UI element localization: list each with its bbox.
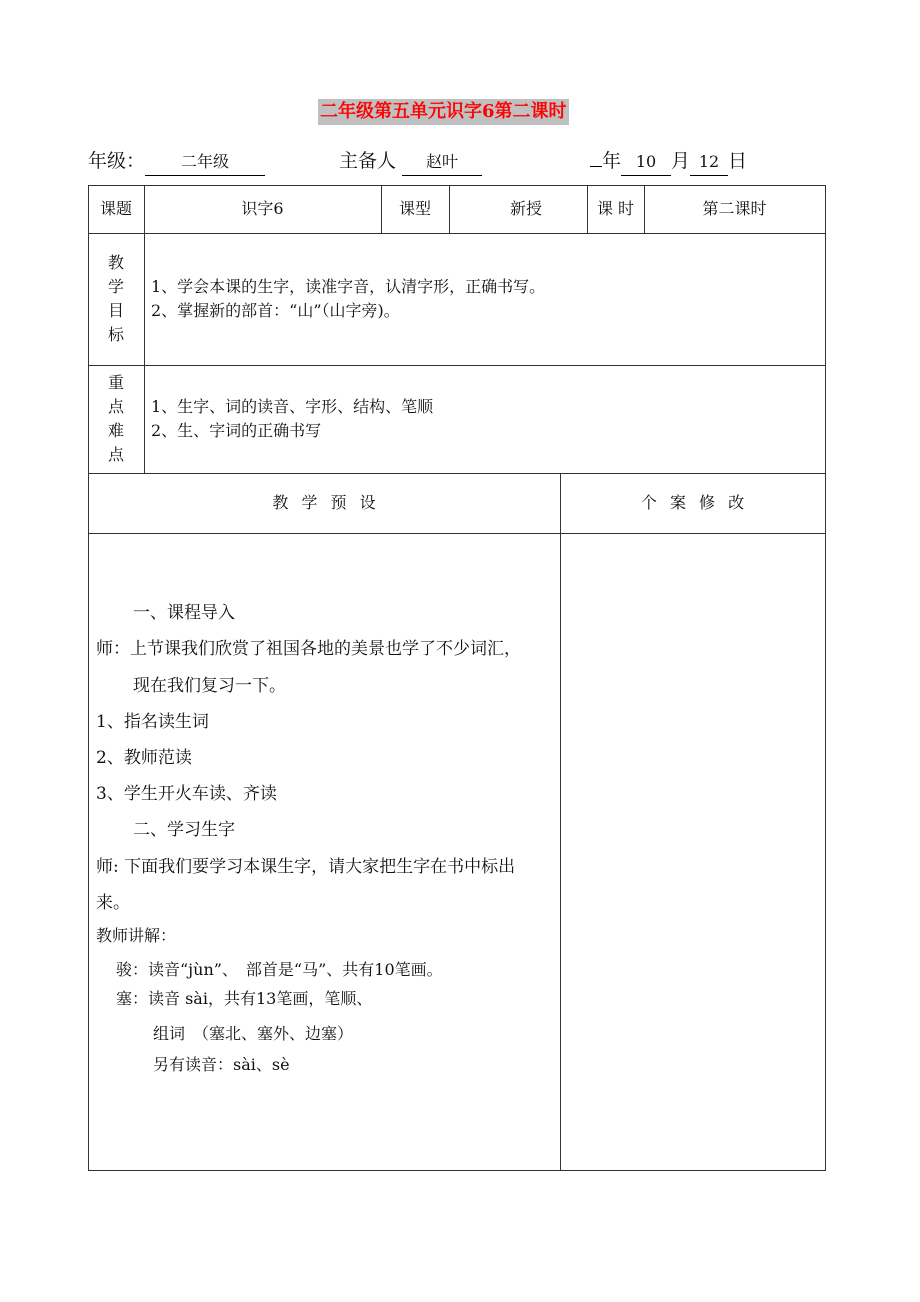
grade-field bbox=[88, 148, 265, 176]
day-label: 日 bbox=[728, 150, 748, 172]
plan-line: 来。 bbox=[96, 893, 130, 913]
plan-line: 组词 （塞北、塞外、边塞） bbox=[153, 1024, 354, 1043]
plan-line: 2、教师范读 bbox=[96, 748, 192, 768]
preparer-field bbox=[339, 148, 482, 176]
month-value: 10 bbox=[621, 149, 671, 176]
year-label: 年 bbox=[602, 150, 622, 172]
plan-line: 师: 下面我们要学习本课生字，请大家把生字在书中标出 bbox=[96, 857, 516, 877]
preparer-value: 赵叶 bbox=[402, 149, 482, 176]
type-label: 课型 bbox=[398, 199, 431, 218]
topic-value: 识字6 bbox=[241, 199, 284, 218]
grade-value: 二年级 bbox=[145, 149, 265, 176]
plan-line: 3、学生开火车读、齐读 bbox=[96, 784, 277, 804]
period-label: 课 时 bbox=[596, 199, 635, 218]
grade-label: 年级： bbox=[88, 150, 146, 172]
plan-line: 1、指名读生词 bbox=[96, 712, 209, 732]
plan-line: 现在我们复习一下。 bbox=[133, 676, 286, 696]
topic-label: 课题 bbox=[99, 199, 132, 218]
plan-line: 一、课程导入 bbox=[133, 603, 235, 623]
goals-content: 1、学会本课的生字，读准字音，认清字形，正确书写。 2、掌握新的部首：“山”（山字旁)。 bbox=[151, 277, 546, 320]
date-field bbox=[590, 148, 747, 176]
plan-line: 教师讲解： bbox=[96, 926, 177, 945]
key-points-content: 1、生字、词的读音、字形、结构、笔顺 2、生、字词的正确书写 bbox=[151, 397, 434, 440]
type-value: 新授 bbox=[509, 199, 542, 218]
plan-line: 师：上节课我们欣赏了祖国各地的美景也学了不少词汇， bbox=[96, 639, 521, 659]
plan-line: 塞：读音 sài，共有13笔画，笔顺、 bbox=[116, 989, 373, 1008]
plan-line: 二、学习生字 bbox=[133, 820, 235, 840]
revise-header: 个 案 修 改 bbox=[640, 493, 745, 512]
period-value: 第二课时 bbox=[702, 199, 767, 218]
key-points-label: 重 点 难 点 bbox=[107, 373, 124, 464]
goals-label: 教 学 目 标 bbox=[107, 253, 124, 344]
plan-header: 教 学 预 设 bbox=[272, 493, 376, 512]
plan-line: 另有读音：sài、sè bbox=[153, 1055, 290, 1074]
month-label: 月 bbox=[671, 150, 691, 172]
document-title: 二年级第五单元识字6第二课时 bbox=[318, 99, 569, 125]
day-value: 12 bbox=[690, 149, 728, 176]
plan-line: 骏：读音“jùn”、 部首是“马”、共有10笔画。 bbox=[116, 960, 443, 979]
preparer-label: 主备人 bbox=[339, 150, 397, 172]
